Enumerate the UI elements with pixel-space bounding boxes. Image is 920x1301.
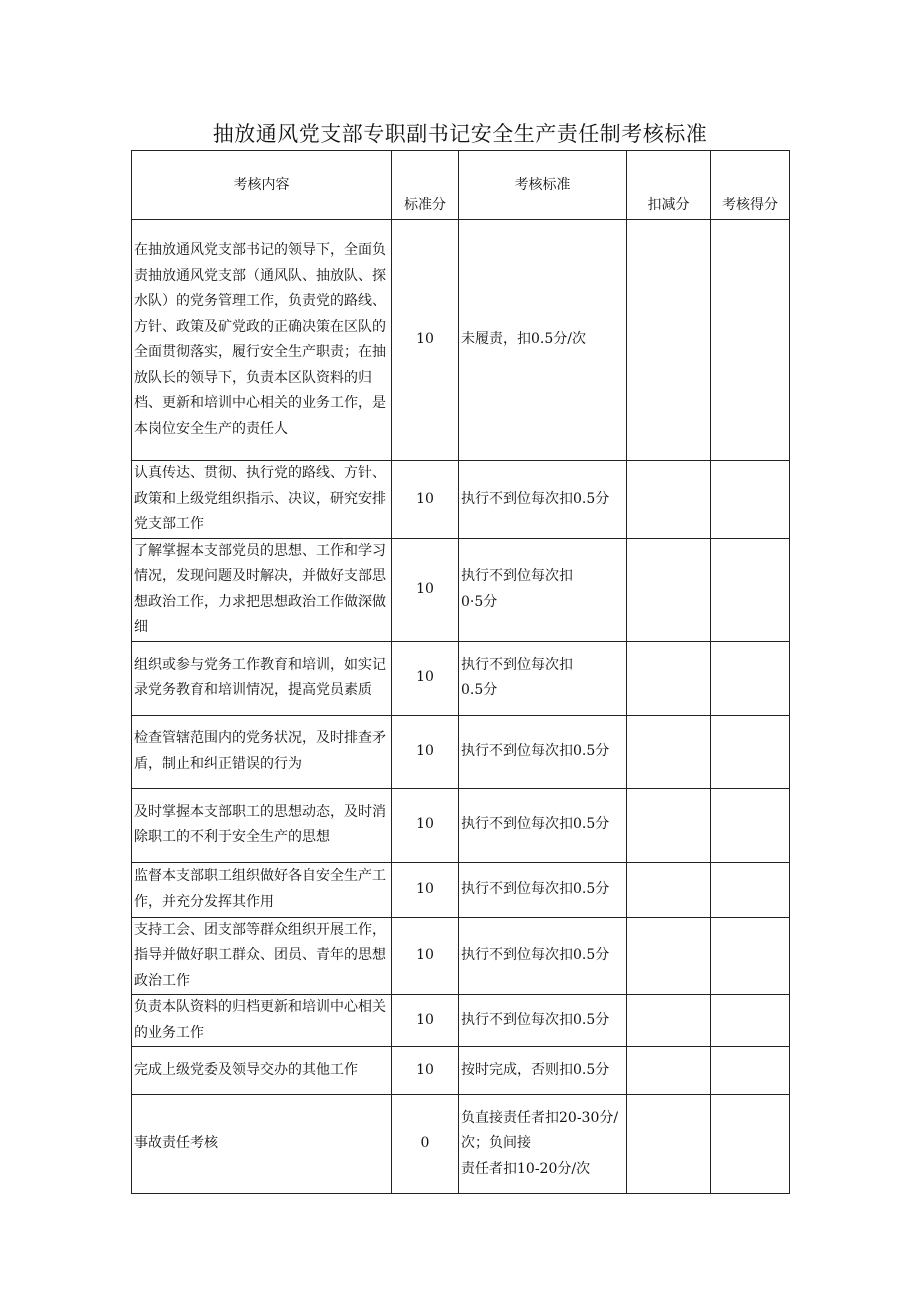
header-row xyxy=(132,151,790,220)
table-row xyxy=(132,715,790,788)
row-result-cell xyxy=(711,995,790,1047)
row-content: 了解掌握本支部党员的思想、工作和学习情况，发现问题及时解决，并做好支部思想政治工作，力求把思想政治工作做深做细 xyxy=(132,538,392,641)
row-content: 监督本支部职工组织做好各自安全生产工作，并充分发挥其作用 xyxy=(132,862,392,917)
row-score: 10 xyxy=(392,788,459,862)
row-content: 组织或参与党务工作教育和培训，如实记录党务教育和培训情况，提高党员素质 xyxy=(132,641,392,715)
row-result-cell xyxy=(711,641,790,715)
row-deduct-cell xyxy=(627,995,711,1047)
row-score: 10 xyxy=(392,715,459,788)
row-standard xyxy=(459,917,627,995)
table-row xyxy=(132,917,790,995)
standard-line: 未履责，扣0.5分/次 xyxy=(461,331,586,348)
table-row xyxy=(132,461,790,539)
row-content: 在抽放通风党支部书记的领导下，全面负责抽放通风党支部（通风队、抽放队、探水队）的党务管理工作，负责党的路线、方针、政策及矿党政的正确决策在区队的全面贯彻落实，履行安全生产职责；在抽放队长的领导下，负责本区队资料的归档、更新和培训中心相关的业务工作，是本岗位安全生产的责任人 xyxy=(132,220,392,461)
row-content: 检查管辖范围内的党务状况，及时排查矛盾，制止和纠正错误的行为 xyxy=(132,715,392,788)
row-result-cell xyxy=(711,538,790,641)
row-content: 完成上级党委及领导交办的其他工作 xyxy=(132,1047,392,1095)
header-content: 考核内容 xyxy=(132,151,392,220)
row-deduct-cell xyxy=(627,862,711,917)
row-standard xyxy=(459,461,627,539)
row-result-cell xyxy=(711,461,790,539)
row-score: 10 xyxy=(392,917,459,995)
row-result-cell xyxy=(711,1095,790,1194)
row-score: 10 xyxy=(392,220,459,461)
row-deduct-cell xyxy=(627,1095,711,1194)
header-deduct: 扣减分 xyxy=(627,151,711,220)
row-result-cell xyxy=(711,862,790,917)
row-standard xyxy=(459,538,627,641)
table-row xyxy=(132,862,790,917)
row-standard xyxy=(459,715,627,788)
row-content: 及时掌握本支部职工的思想动态，及时消除职工的不利于安全生产的思想 xyxy=(132,788,392,862)
standard-line: 执行不到位每次扣0.5分 xyxy=(461,816,610,833)
assessment-table xyxy=(131,150,790,1194)
row-content: 支持工会、团支部等群众组织开展工作，指导并做好职工群众、团员、青年的思想政治工作 xyxy=(132,917,392,995)
row-deduct-cell xyxy=(627,538,711,641)
standard-line: 执行不到位每次扣0.5分 xyxy=(461,1011,610,1028)
row-standard xyxy=(459,862,627,917)
row-deduct-cell xyxy=(627,1047,711,1095)
row-result-cell xyxy=(711,715,790,788)
row-content: 负责本队资料的归档更新和培训中心相关的业务工作 xyxy=(132,995,392,1047)
row-score: 10 xyxy=(392,862,459,917)
header-score: 标准分 xyxy=(392,151,459,220)
row-score: 10 xyxy=(392,641,459,715)
row-score: 10 xyxy=(392,995,459,1047)
row-standard xyxy=(459,995,627,1047)
row-content: 事故责任考核 xyxy=(132,1095,392,1194)
row-result-cell xyxy=(711,788,790,862)
row-deduct-cell xyxy=(627,715,711,788)
row-deduct-cell xyxy=(627,461,711,539)
table-row xyxy=(132,220,790,461)
standard-line: 执行不到位每次扣 xyxy=(461,656,573,673)
standard-line: 执行不到位每次扣0.5分 xyxy=(461,742,610,759)
row-score: 10 xyxy=(392,461,459,539)
row-content: 认真传达、贯彻、执行党的路线、方针、政策和上级党组织指示、决议，研究安排党支部工作 xyxy=(132,461,392,539)
header-result: 考核得分 xyxy=(711,151,790,220)
table-row xyxy=(132,1047,790,1095)
row-score: 0 xyxy=(392,1095,459,1194)
standard-line: 执行不到位每次扣0.5分 xyxy=(461,947,610,963)
row-result-cell xyxy=(711,1047,790,1095)
row-deduct-cell xyxy=(627,220,711,461)
standard-line: 执行不到位每次扣 xyxy=(461,568,573,584)
row-standard xyxy=(459,1047,627,1095)
row-result-cell xyxy=(711,220,790,461)
header-standard: 考核标准 xyxy=(459,151,627,220)
row-standard xyxy=(459,788,627,862)
table-row xyxy=(132,538,790,641)
page-title: 抽放通风党支部专职副书记安全生产责任制考核标准 xyxy=(212,122,708,146)
row-deduct-cell xyxy=(627,788,711,862)
standard-line: 0·5分 xyxy=(461,593,498,610)
table-row xyxy=(132,788,790,862)
row-standard xyxy=(459,1095,627,1194)
row-standard xyxy=(459,220,627,461)
table-row xyxy=(132,995,790,1047)
table-row xyxy=(132,641,790,715)
row-deduct-cell xyxy=(627,641,711,715)
standard-line: 执行不到位每次扣0.5分 xyxy=(461,490,610,507)
row-result-cell xyxy=(711,917,790,995)
standard-line: 负直接责任者扣20-30分/次；负间接 xyxy=(461,1109,619,1152)
row-standard xyxy=(459,641,627,715)
standard-line: 按时完成，否则扣0.5分 xyxy=(461,1061,610,1078)
table-row xyxy=(132,1095,790,1194)
row-deduct-cell xyxy=(627,917,711,995)
standard-line: 0.5分 xyxy=(461,682,498,698)
row-score: 10 xyxy=(392,538,459,641)
standard-line: 执行不到位每次扣0.5分 xyxy=(461,880,610,897)
standard-line: 责任者扣10-20分/次 xyxy=(461,1160,591,1177)
row-score: 10 xyxy=(392,1047,459,1095)
